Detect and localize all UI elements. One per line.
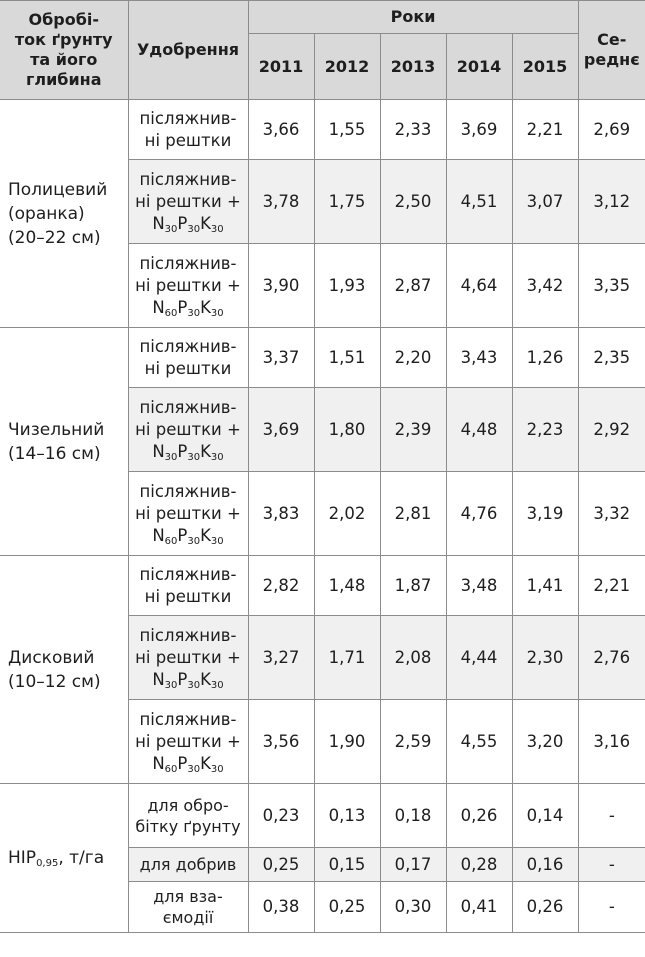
value-cell: 0,28 — [446, 848, 512, 882]
nir-factor-cell: для добрив — [128, 848, 248, 882]
fertilizer-cell — [128, 328, 248, 388]
text-part: P — [177, 441, 188, 461]
fertilizer-line — [133, 397, 244, 419]
value-cell: 3,20 — [512, 700, 578, 784]
header-year: 2012 — [314, 34, 380, 100]
fertilizer-line — [133, 419, 244, 441]
header-tillage: Обробі- ток ґрунту та його глибина — [0, 1, 128, 100]
value-cell: 1,80 — [314, 388, 380, 472]
fertilizer-cell — [128, 100, 248, 160]
value-cell: 3,78 — [248, 160, 314, 244]
value-cell: 2,92 — [578, 388, 645, 472]
text-part: , т/га — [58, 848, 105, 868]
fertilizer-line — [133, 191, 244, 213]
header-years: Роки — [248, 1, 578, 34]
subscript: 30 — [210, 535, 224, 547]
value-cell: 0,14 — [512, 784, 578, 848]
header-year: 2011 — [248, 34, 314, 100]
value-cell: 0,30 — [380, 882, 446, 933]
value-cell: 4,51 — [446, 160, 512, 244]
value-cell: 3,48 — [446, 556, 512, 616]
subscript: 30 — [210, 307, 224, 319]
value-cell: 2,81 — [380, 472, 446, 556]
value-cell: 3,43 — [446, 328, 512, 388]
value-cell: - — [578, 848, 645, 882]
subscript: 30 — [187, 307, 201, 319]
text-part: післяжнив- — [139, 709, 237, 729]
value-cell: 2,33 — [380, 100, 446, 160]
text-part: ні рештки — [144, 130, 232, 150]
value-cell: 0,26 — [446, 784, 512, 848]
value-cell: 3,66 — [248, 100, 314, 160]
header-year: 2013 — [380, 34, 446, 100]
text-part: + — [221, 275, 241, 295]
fertilizer-line — [133, 336, 244, 358]
subscript: 60 — [164, 763, 178, 775]
value-cell: 0,41 — [446, 882, 512, 933]
subscript: 30 — [210, 679, 224, 691]
value-cell: 0,15 — [314, 848, 380, 882]
text-part: ні рештки — [135, 191, 222, 211]
value-cell: - — [578, 784, 645, 848]
fertilizer-line — [133, 481, 244, 503]
fertilizer-line — [133, 275, 244, 297]
value-cell: 3,37 — [248, 328, 314, 388]
value-cell: 3,19 — [512, 472, 578, 556]
value-cell: 0,13 — [314, 784, 380, 848]
text-part: P — [177, 525, 188, 545]
text-part: N — [152, 441, 165, 461]
fertilizer-formula — [133, 297, 244, 319]
text-part: післяжнив- — [139, 336, 237, 356]
subscript: 30 — [164, 451, 178, 463]
value-cell: 2,02 — [314, 472, 380, 556]
text-part: + — [221, 191, 241, 211]
value-cell: 1,71 — [314, 616, 380, 700]
subscript: 60 — [164, 307, 178, 319]
value-cell: 3,32 — [578, 472, 645, 556]
text-part: K — [200, 297, 211, 317]
fertilizer-line — [133, 503, 244, 525]
value-cell: 3,69 — [446, 100, 512, 160]
value-cell: 1,87 — [380, 556, 446, 616]
nir-factor-cell: для вза- ємодії — [128, 882, 248, 933]
text-part: ні рештки — [135, 419, 222, 439]
text-part: + — [221, 503, 241, 523]
fertilizer-cell — [128, 556, 248, 616]
value-cell: 2,23 — [512, 388, 578, 472]
text-part: ні рештки — [135, 731, 222, 751]
value-cell: 0,16 — [512, 848, 578, 882]
subscript: 0,95 — [36, 858, 59, 869]
fertilizer-cell — [128, 616, 248, 700]
text-part: P — [177, 297, 188, 317]
value-cell: 1,41 — [512, 556, 578, 616]
value-cell: 2,30 — [512, 616, 578, 700]
text-part: K — [200, 213, 211, 233]
nir-factor-cell: для обро- бітку ґрунту — [128, 784, 248, 848]
text-part: ні рештки — [135, 647, 222, 667]
fertilizer-line — [133, 108, 244, 130]
fertilizer-line — [133, 731, 244, 753]
subscript: 30 — [164, 679, 178, 691]
text-part: післяжнив- — [139, 481, 237, 501]
text-part: післяжнив- — [139, 397, 237, 417]
value-cell: 2,87 — [380, 244, 446, 328]
text-part: + — [221, 731, 241, 751]
fertilizer-cell — [128, 472, 248, 556]
tillage-group: Дисковий (10–12 см) — [0, 556, 128, 784]
value-cell: 4,64 — [446, 244, 512, 328]
value-cell: 4,44 — [446, 616, 512, 700]
subscript: 30 — [187, 679, 201, 691]
value-cell: - — [578, 882, 645, 933]
subscript: 30 — [210, 763, 224, 775]
text-part: післяжнив- — [139, 564, 237, 584]
fertilizer-line — [133, 169, 244, 191]
text-part: ні рештки — [144, 586, 232, 606]
value-cell: 3,16 — [578, 700, 645, 784]
value-cell: 4,48 — [446, 388, 512, 472]
header-year: 2015 — [512, 34, 578, 100]
table-row — [0, 328, 645, 388]
fertilizer-line — [133, 647, 244, 669]
text-part: N — [152, 669, 165, 689]
subscript: 30 — [187, 451, 201, 463]
text-part: N — [152, 753, 165, 773]
fertilizer-cell — [128, 700, 248, 784]
value-cell: 0,23 — [248, 784, 314, 848]
fertilizer-cell — [128, 388, 248, 472]
text-part: P — [177, 669, 188, 689]
table-row — [0, 556, 645, 616]
text-part: N — [152, 297, 165, 317]
fertilizer-line — [133, 625, 244, 647]
text-part: післяжнив- — [139, 108, 237, 128]
subscript: 30 — [210, 223, 224, 235]
subscript: 30 — [187, 763, 201, 775]
subscript: 30 — [187, 535, 201, 547]
table-row — [0, 100, 645, 160]
fertilizer-line — [133, 709, 244, 731]
value-cell: 1,26 — [512, 328, 578, 388]
text-part: K — [200, 525, 211, 545]
value-cell: 1,51 — [314, 328, 380, 388]
value-cell: 1,48 — [314, 556, 380, 616]
value-cell: 0,17 — [380, 848, 446, 882]
text-part: післяжнив- — [139, 625, 237, 645]
subscript: 30 — [164, 223, 178, 235]
subscript: 30 — [210, 451, 224, 463]
value-cell: 1,90 — [314, 700, 380, 784]
value-cell: 0,18 — [380, 784, 446, 848]
value-cell: 1,93 — [314, 244, 380, 328]
text-part: N — [152, 213, 165, 233]
nir-label — [0, 784, 128, 933]
text-part: K — [200, 669, 211, 689]
value-cell: 0,25 — [248, 848, 314, 882]
fertilizer-formula — [133, 525, 244, 547]
value-cell: 0,38 — [248, 882, 314, 933]
value-cell: 2,21 — [512, 100, 578, 160]
fertilizer-line — [133, 358, 244, 380]
subscript: 30 — [187, 223, 201, 235]
header-year: 2014 — [446, 34, 512, 100]
tillage-group: Чизельний (14–16 см) — [0, 328, 128, 556]
value-cell: 3,07 — [512, 160, 578, 244]
text-part: K — [200, 753, 211, 773]
fertilizer-formula — [133, 213, 244, 235]
value-cell: 4,76 — [446, 472, 512, 556]
nir-row — [0, 784, 645, 848]
value-cell: 2,20 — [380, 328, 446, 388]
value-cell: 0,26 — [512, 882, 578, 933]
text-part: ні рештки — [135, 503, 222, 523]
text-part: післяжнив- — [139, 253, 237, 273]
fertilizer-line — [133, 130, 244, 152]
value-cell: 2,69 — [578, 100, 645, 160]
fertilizer-formula — [133, 441, 244, 463]
text-part: K — [200, 441, 211, 461]
table-header — [0, 1, 645, 100]
value-cell: 3,27 — [248, 616, 314, 700]
value-cell: 2,82 — [248, 556, 314, 616]
fertilizer-formula — [133, 753, 244, 775]
value-cell: 2,35 — [578, 328, 645, 388]
fertilizer-line — [133, 586, 244, 608]
value-cell: 2,39 — [380, 388, 446, 472]
value-cell: 3,83 — [248, 472, 314, 556]
text-part: P — [177, 753, 188, 773]
subscript: 60 — [164, 535, 178, 547]
value-cell: 2,76 — [578, 616, 645, 700]
value-cell: 3,56 — [248, 700, 314, 784]
text-part: N — [152, 525, 165, 545]
value-cell: 1,55 — [314, 100, 380, 160]
text-part: P — [177, 213, 188, 233]
fertilizer-line — [133, 564, 244, 586]
value-cell: 2,50 — [380, 160, 446, 244]
fertilizer-line — [133, 253, 244, 275]
value-cell: 2,08 — [380, 616, 446, 700]
header-mean: Се- реднє — [578, 1, 645, 100]
text-part: + — [221, 419, 241, 439]
text-part: + — [221, 647, 241, 667]
value-cell: 1,75 — [314, 160, 380, 244]
fertilizer-cell — [128, 244, 248, 328]
value-cell: 0,25 — [314, 882, 380, 933]
text-part: післяжнив- — [139, 169, 237, 189]
fertilizer-formula — [133, 669, 244, 691]
text-part: ні рештки — [144, 358, 232, 378]
value-cell: 3,12 — [578, 160, 645, 244]
value-cell: 3,90 — [248, 244, 314, 328]
value-cell: 3,35 — [578, 244, 645, 328]
tillage-group: Полицевий (оранка) (20–22 см) — [0, 100, 128, 328]
value-cell: 3,42 — [512, 244, 578, 328]
table-body — [0, 100, 645, 933]
text-part: НІР — [8, 848, 37, 868]
value-cell: 3,69 — [248, 388, 314, 472]
value-cell: 4,55 — [446, 700, 512, 784]
text-part: ні рештки — [135, 275, 222, 295]
value-cell: 2,21 — [578, 556, 645, 616]
header-fertilizer: Удобрення — [128, 1, 248, 100]
value-cell: 2,59 — [380, 700, 446, 784]
fertilizer-cell — [128, 160, 248, 244]
